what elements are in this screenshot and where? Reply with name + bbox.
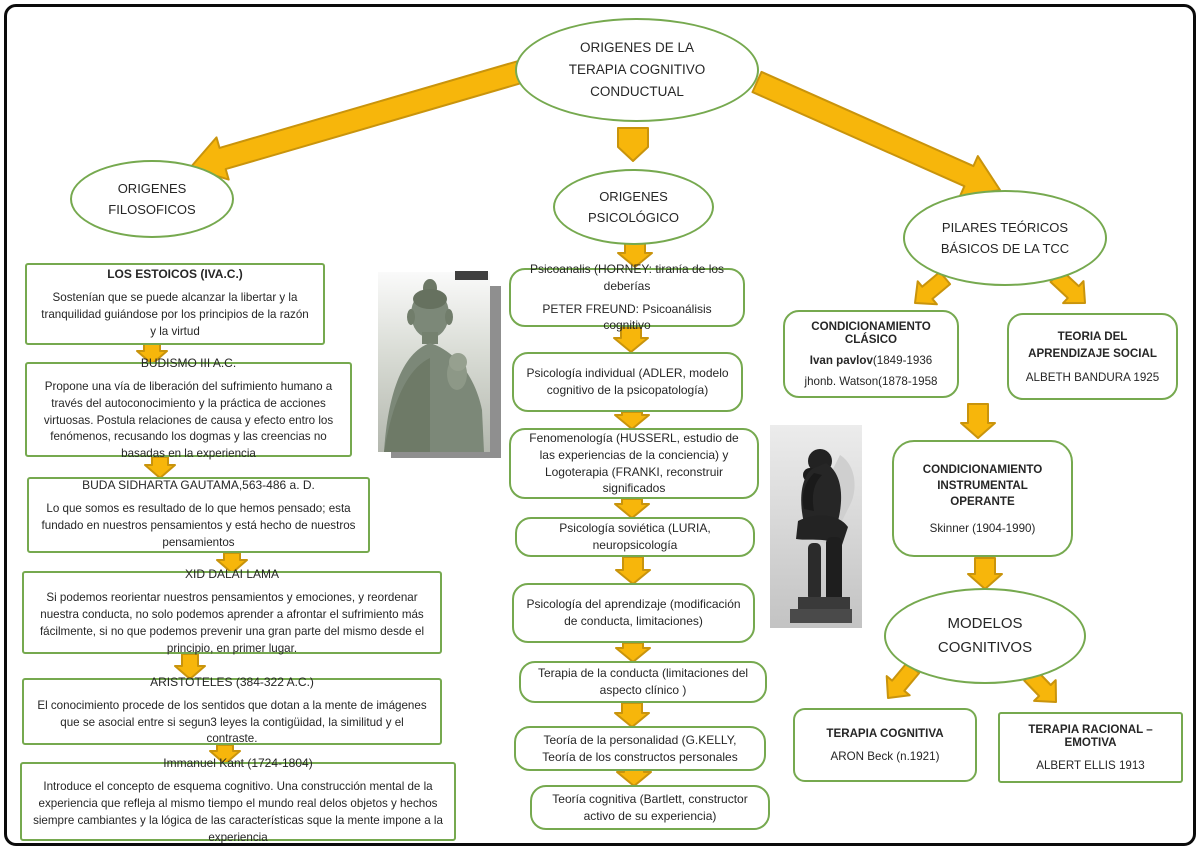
- adler-text: Psicología individual (ADLER, modelo cognitivo de la psicopatología): [526, 366, 729, 397]
- page-frame: [4, 4, 1196, 846]
- pavlov-dates: (1849-1936: [872, 354, 933, 367]
- kant-title: Immanuel Kant (1724-1804): [163, 756, 313, 771]
- budismo-title: BUDISMO III A.C.: [140, 356, 237, 371]
- pillars-ellipse-line: BÁSICOS DE LA TCC: [940, 241, 1070, 256]
- aristoteles-title: ARISTOTELES (384-322 A.C.): [150, 674, 314, 689]
- beck-line: ARON Beck (n.1921): [830, 750, 940, 763]
- root-node-line: CONDUCTUAL: [590, 83, 684, 99]
- psychology-ellipse-line: PSICOLÓGICO: [587, 210, 680, 225]
- bartlett-text: Teoría cognitiva (Bartlett, constructor activo de su experiencia): [552, 791, 748, 823]
- philosophy-ellipse-line: ORIGENES: [117, 180, 187, 196]
- budismo-body: Propone una vía de liberación del sufrimiento humano a través del autoconocimiento y la práctica de acciones virtuosas. Postula relaciones de causa y efecto entro los fenómenos, recusando los dogmas y las creencias no basadas en la experiencia: [43, 380, 334, 461]
- luria-text: Psicología soviética (LURIA, neuropsicología: [559, 521, 711, 552]
- buda-gautama-body: Lo que somos es resultado de lo que hemos pensado; esta fundado en nuestros pensamientos y está hecho de nuestros pensamientos: [41, 502, 356, 549]
- buda-gautama-title: BUDA SIDHARTA GAUTAMA,563-486 a. D.: [82, 478, 315, 493]
- psychology-ellipse-line: ORIGENES: [599, 188, 668, 204]
- operant-conditioning-title: CONDICIONAMIENTO INSTRUMENTAL OPERANTE: [922, 462, 1043, 509]
- stoics-body: Sostenían que se puede alcanzar la libertar y la tranquilidad guiándose por los principios de la razón y la virtud: [41, 291, 309, 338]
- bandura-line: ALBETH BANDURA 1925: [1025, 370, 1160, 384]
- psychoanalysis-line1: Psicoanalis (HORNEY: tiranía de los deberías: [529, 261, 725, 293]
- cognitive-therapy-title: TERAPIA COGNITIVA: [826, 727, 944, 740]
- husserl-text: Fenomenología (HUSSERL, estudio de las experiencias de la conciencia) y Logoterapia (FRANKI, reconstruir significados: [529, 430, 739, 496]
- dalai-lama-title: XID DALAI LAMA: [184, 567, 280, 582]
- root-node-line: TERAPIA COGNITIVO: [568, 62, 706, 78]
- skinner-line: Skinner (1904-1990): [929, 522, 1036, 536]
- philosophy-ellipse-line: FILOSOFICOS: [108, 202, 196, 217]
- behavior-therapy-text: Terapia de la conducta (limitaciones del aspecto clínico ): [537, 666, 749, 697]
- classical-conditioning-title: CONDICIONAMIENTO CLÁSICO: [811, 320, 931, 346]
- dalai-lama-body: Si podemos reorientar nuestros pensamientos y emociones, y reordenar nuestra conducta, no solo podemos aprender a afrontar el sufrimiento más fácilmente, si no que podemos prevenir una gran parte del mismo desde el principio, en primer lugar.: [39, 591, 425, 655]
- pillars-ellipse-line: PILARES TEÓRICOS: [941, 219, 1069, 235]
- cognitive-models-line: MODELOS: [947, 614, 1023, 632]
- aristoteles-body: El conocimiento procede de los sentidos que dotan a la mente de imágenes que se asocial entre si segun3 leyes la contigüidad, la similitud y el contraste.: [37, 698, 427, 746]
- social-learning-title: TEORIA DEL APRENDIZAJE SOCIAL: [1028, 330, 1157, 360]
- rational-emotive-title: TERAPIA RACIONAL – EMOTIVA: [1028, 723, 1153, 749]
- pavlov-name: Ivan pavlov: [809, 354, 873, 367]
- stoics-title: LOS ESTOICOS (IVA.C.): [107, 267, 243, 282]
- psychoanalysis-line2: PETER FREUND: Psicoanálisis cognitivo: [542, 301, 712, 333]
- learning-psychology-text: Psicología del aprendizaje (modificación de conducta, limitaciones): [526, 597, 741, 628]
- kelly-text: Teoría de la personalidad (G.KELLY, Teoría de los constructos personales: [542, 732, 738, 764]
- root-node-line: ORIGENES DE LA: [579, 40, 695, 56]
- kant-body: Introduce el concepto de esquema cognitivo. Una construcción mental de la experiencia que refleja al mismo tiempo el mundo real delos objetos y hechos siempre cambiantes y la lógica de las características sque la mente impone a la experiencia: [33, 780, 443, 844]
- watson-line: jhonb. Watson(1878-1958: [804, 375, 938, 388]
- cognitive-models-line: COGNITIVOS: [937, 639, 1033, 656]
- ellis-line: ALBERT ELLIS 1913: [1036, 759, 1145, 772]
